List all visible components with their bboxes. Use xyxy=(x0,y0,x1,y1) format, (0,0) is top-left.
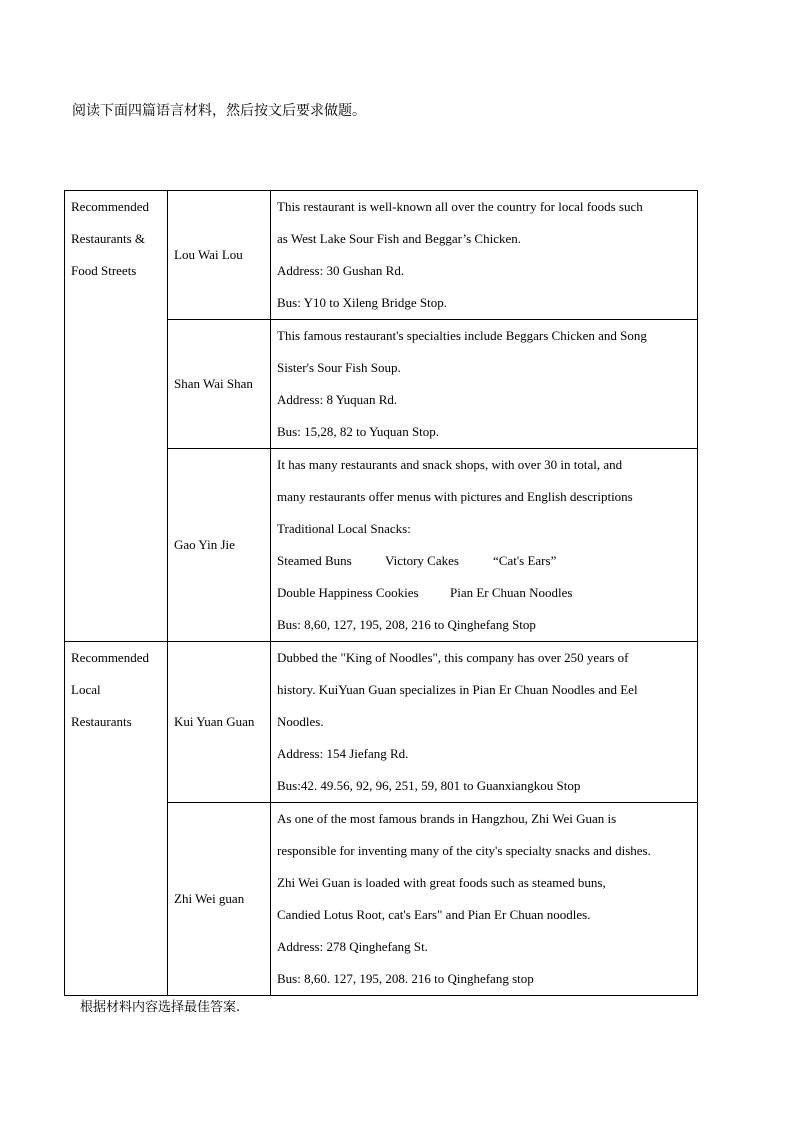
restaurant-description xyxy=(271,449,698,642)
restaurant-description xyxy=(271,320,698,449)
bus-line: Bus:42. 49.56, 92, 96, 251, 59, 801 to Guanxiangkou Stop xyxy=(277,778,581,793)
restaurant-name: Lou Wai Lou xyxy=(168,191,271,320)
restaurant-name: Gao Yin Jie xyxy=(168,449,271,642)
bus-line: Bus: 15,28, 82 to Yuquan Stop. xyxy=(277,424,440,439)
restaurant-name: Shan Wai Shan xyxy=(168,320,271,449)
description-line: It has many restaurants and snack shops, with over 30 in total, and xyxy=(277,457,623,472)
restaurant-description xyxy=(271,642,698,803)
snack-item: Double Happiness Cookies xyxy=(277,585,419,600)
restaurant-name: Kui Yuan Guan xyxy=(168,642,271,803)
bus-line: Bus: Y10 to Xileng Bridge Stop. xyxy=(277,295,447,310)
description-line: This famous restaurant's specialties include Beggars Chicken and Song xyxy=(277,328,647,343)
description-line: Zhi Wei Guan is loaded with great foods such as steamed buns, xyxy=(277,875,606,890)
description-line: responsible for inventing many of the city's specialty snacks and dishes. xyxy=(277,843,651,858)
restaurant-description xyxy=(271,803,698,996)
bus-line: Bus: 8,60. 127, 195, 208. 216 to Qinghefang stop xyxy=(277,971,534,986)
table-row xyxy=(65,191,698,320)
snacks-line xyxy=(277,577,695,609)
category-line: Local xyxy=(71,682,101,697)
address-line: Address: 154 Jiefang Rd. xyxy=(277,746,409,761)
bus-line: Bus: 8,60, 127, 195, 208, 216 to Qinghefang Stop xyxy=(277,617,536,632)
snack-item: Steamed Buns xyxy=(277,553,352,568)
description-line: Candied Lotus Root, cat's Ears" and Pian Er Chuan noodles. xyxy=(277,907,591,922)
snack-item: Pian Er Chuan Noodles xyxy=(450,585,573,600)
category-line: Restaurants xyxy=(71,714,132,729)
description-line: history. KuiYuan Guan specializes in Pian Er Chuan Noodles and Eel xyxy=(277,682,638,697)
question-prompt: 根据材料内容选择最佳答案. xyxy=(80,1000,241,1015)
description-line: Noodles. xyxy=(277,714,324,729)
category-line: Recommended xyxy=(71,199,149,214)
description-line: as West Lake Sour Fish and Beggar’s Chicken. xyxy=(277,231,521,246)
description-line: Dubbed the "King of Noodles", this company has over 250 years of xyxy=(277,650,629,665)
restaurant-name: Zhi Wei guan xyxy=(168,803,271,996)
category-line: Food Streets xyxy=(71,263,137,278)
description-line: Sister's Sour Fish Soup. xyxy=(277,360,401,375)
table-row xyxy=(65,642,698,803)
snack-item: Victory Cakes xyxy=(385,553,459,568)
restaurant-description xyxy=(271,191,698,320)
category-line: Recommended xyxy=(71,650,149,665)
description-line: Traditional Local Snacks: xyxy=(277,521,411,536)
category-cell xyxy=(65,191,168,642)
instruction-text: 阅读下面四篇语言材料，然后按文后要求做题。 xyxy=(72,103,366,119)
address-line: Address: 30 Gushan Rd. xyxy=(277,263,405,278)
description-line: many restaurants offer menus with pictures and English descriptions xyxy=(277,489,633,504)
snack-item: “Cat's Ears” xyxy=(493,553,557,568)
restaurant-table xyxy=(64,190,698,996)
description-line: As one of the most famous brands in Hangzhou, Zhi Wei Guan is xyxy=(277,811,617,826)
description-line: This restaurant is well-known all over the country for local foods such xyxy=(277,199,643,214)
snacks-line xyxy=(277,545,695,577)
address-line: Address: 8 Yuquan Rd. xyxy=(277,392,398,407)
category-line: Restaurants & xyxy=(71,231,146,246)
category-cell xyxy=(65,642,168,996)
address-line: Address: 278 Qinghefang St. xyxy=(277,939,428,954)
